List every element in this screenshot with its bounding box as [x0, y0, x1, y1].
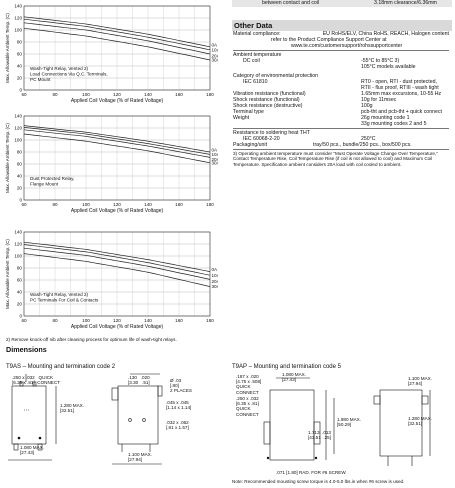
shock-f-value: 10g for 11msec	[361, 97, 397, 103]
solder-value: 250°C	[361, 136, 376, 142]
terminal-key: Terminal type	[233, 109, 264, 115]
chart-2-xtick: 120	[113, 202, 121, 207]
chart-1-xtick: 100	[82, 92, 90, 97]
footnote-left: 2) Remove knock-off nib after cleaning process for optimum life of wash-tight relays.	[6, 337, 177, 342]
chart-3-series-label: 20	[211, 279, 217, 284]
chart-1-xtick: 160	[175, 92, 183, 97]
chart-2-xtick: 140	[144, 202, 152, 207]
t9ap-p3: 1.080 MAX. [27.43]	[282, 372, 307, 383]
dc-coil-value-2: 105°C models available	[361, 64, 416, 70]
chart-1-ytick: 80	[16, 39, 22, 45]
chart-2-note: Dust Protected Relay,	[30, 176, 75, 181]
t9ap-title: T9AP – Mounting and termination code 5	[232, 364, 341, 370]
chart-2-xtick: 80	[52, 202, 58, 207]
chart-1-xtick: 120	[113, 92, 121, 97]
chart-2-series-label: 0A	[211, 147, 218, 153]
chart-3-ytick: 80	[16, 265, 22, 271]
chart-1-note: PC Mount	[30, 76, 51, 82]
material-key: Material compliance:	[233, 31, 281, 37]
t9as-qc-label: .250 x .032 QUICK [6.35 x .81] CONNECT	[12, 375, 60, 386]
t9ap-p4: 1.980 MAX. [50.29]	[337, 417, 362, 428]
chart-3-ytick: 100	[14, 253, 22, 259]
chart-1-series-label: 20	[211, 53, 217, 59]
material-value-2: refer to the Product Compliance Support Center at	[271, 37, 387, 43]
shock-f-key: Shock resistance (functional)	[233, 97, 300, 103]
weight-value-2: 33g mounting codes 2 and 5	[361, 121, 427, 127]
chart-1-ytick: 140	[14, 3, 22, 9]
solder-key-2: IEC 60068-2-20	[243, 136, 280, 142]
chart-1-note: Load Connections Via Q.C. Terminals,	[30, 71, 108, 77]
vib-key: Vibration resistance (functional)	[233, 91, 306, 97]
chart-1-ytick: 40	[16, 63, 22, 69]
pack-value: tray/50 pcs., bundle/250 pcs., box/500 pcs.	[313, 142, 412, 148]
chart-3-note: Wash-Tight Relay, Vented 2)	[30, 292, 89, 297]
chart-1-xtick: 80	[52, 92, 58, 97]
weight-value: 26g mounting code 1	[361, 115, 410, 121]
chart-3-ytick: 120	[14, 241, 22, 247]
t9as-d4: .032 x .062 [.81 x 1.57]	[166, 420, 189, 431]
chart-1-svg	[2, 2, 218, 108]
chart-2-xtick: 100	[82, 202, 90, 207]
t9ap-p6: 1.100 MAX. [27.94]	[408, 376, 433, 387]
chart-2-xlabel: Applied Coil Voltage (% of Rated Voltage)	[70, 208, 164, 214]
chart-2-ytick: 80	[16, 149, 22, 155]
chart-3-series-label: 30	[211, 284, 217, 290]
chart-3-ytick: 20	[16, 301, 22, 307]
chart-1-ytick: 120	[14, 15, 22, 21]
chart-2-xtick: 60	[21, 202, 27, 207]
chart-2-xtick: 180	[206, 202, 214, 207]
chart-2-svg	[2, 112, 218, 218]
chart-1-ylabel: Max. Allowable Ambient Temp. (C)	[5, 13, 10, 83]
chart-3-series-label: 10	[211, 272, 217, 278]
t9ap-p1: .187 x .020 [4.75 x .508] QUICK CONNECT	[236, 374, 262, 395]
chart-2-note: Flange Mount	[30, 181, 59, 187]
chart-1-xtick: 140	[144, 92, 152, 97]
chart-2-ytick: 20	[16, 185, 22, 191]
other-data-table	[233, 31, 449, 167]
iec-value-2: RTII - flux proof, RTIII - wash tight	[361, 85, 439, 91]
other-data-title: Other Data	[232, 20, 452, 31]
dimensions-title: Dimensions	[6, 345, 47, 354]
t9ap-p2: .250 x .032 [6.35 x .81] QUICK CONNECT	[236, 396, 259, 417]
chart-2-series-label: 10	[211, 152, 217, 157]
chart-1	[2, 2, 218, 108]
chart-1-xlabel: Applied Coil Voltage (% of Rated Voltage)	[70, 98, 164, 104]
t9as-d5: 1.280 MAX. [32.51]	[60, 403, 85, 414]
solder-key: Resistance to soldering heat THT	[233, 130, 310, 136]
chart-1-ytick: 0	[19, 87, 22, 93]
chart-3-ylabel: Max. Allowable Ambient Temp. (C)	[5, 239, 10, 309]
chart-1-xtick: 60	[21, 92, 27, 97]
ambient-head: Ambient temperature	[233, 52, 282, 58]
env-head: Category of environmental protection	[233, 73, 319, 79]
terminal-value: pcb-tht and pcb-tht + quick connect	[361, 109, 442, 115]
t9as-d1: .130 .020 [3.30 .51]	[128, 375, 150, 386]
chart-2-ytick: 40	[16, 173, 22, 179]
dc-coil-value: -55°C to 85°C 3)	[361, 58, 400, 64]
shock-d-value: 100g	[361, 103, 373, 109]
chart-2-ytick: 60	[16, 161, 22, 167]
t9as-d3: .045 x .045 [1.14 x 1.14]	[166, 400, 192, 411]
chart-3-xtick: 180	[206, 318, 214, 323]
dc-coil-key: DC coil	[243, 58, 260, 64]
chart-2-series-label: 20	[211, 157, 217, 162]
chart-2-ytick: 100	[14, 137, 22, 143]
chart-3-ytick: 60	[16, 277, 22, 283]
chart-1-ytick: 20	[16, 75, 22, 81]
pack-key: Packaging/unit	[233, 142, 268, 148]
mounting-note: Note: Recommended mounting screw torque is 4.0-5.0 lbs.in when #6 screw is used.	[232, 479, 405, 484]
chart-2-ytick: 0	[19, 197, 22, 203]
chart-3-ytick: 0	[19, 313, 22, 319]
top-row	[232, 0, 452, 7]
chart-2-series-label: 30	[211, 160, 217, 166]
iec-value: RT0 - open, RTI - dust protected,	[361, 79, 437, 85]
chart-3-svg	[2, 228, 218, 334]
chart-1-ytick: 100	[14, 27, 22, 33]
t9ap-p7: 1.280 MAX. [32.51]	[408, 416, 433, 427]
chart-3-xtick: 140	[144, 318, 152, 323]
chart-2-ylabel: Max. Allowable Ambient Temp. (C)	[5, 123, 10, 193]
weight-key: Weight	[233, 115, 250, 121]
t9as-d6: 1.080 MAX. [27.43]	[20, 445, 45, 456]
t9as-title: T9AS – Mounting and termination code 2	[6, 364, 116, 370]
chart-3	[2, 228, 218, 334]
chart-1-note: Wash-Tight Relay, Vented 2)	[30, 66, 89, 71]
chart-1-series-label: 30	[211, 57, 217, 63]
chart-3-xlabel: Applied Coil Voltage (% of Rated Voltage)	[70, 324, 164, 330]
shock-d-key: Shock resistance (destructive)	[233, 103, 303, 109]
material-link[interactable]: www.te.com/customersupport/rohssupportcenter	[291, 43, 403, 49]
chart-1-series-label: 0A	[211, 42, 218, 48]
t9as-d7: 1.100 MAX. [27.94]	[128, 452, 153, 463]
chart-3-series-label: 0A	[211, 267, 218, 273]
chart-2-ytick: 140	[14, 113, 22, 119]
chart-3-note: PC Terminals For Coil & Contacts	[30, 297, 99, 303]
note-3: 3) Operating ambient temperature must consider "Must Operate Voltage Change Over Temperature," Contact Temperature Rise, Coil Temperature Rise (if coil is not allowed to cool) and Maximum Coil Temperature. Specification ambient considers 20A load with coil cooled to ambient.	[233, 151, 438, 167]
t9as-drawing	[0, 370, 228, 480]
chart-3-xtick: 120	[113, 318, 121, 323]
t9ap-p5: 1.713 .013 [43.51 .25]	[308, 430, 331, 441]
chart-2-ytick: 120	[14, 125, 22, 131]
chart-3-ytick: 40	[16, 289, 22, 295]
iec-key: IEC 61810	[243, 79, 268, 85]
t9ap-p8: .071 [1.80] RAD. FOR #6 SCREW	[276, 470, 346, 475]
chart-3-ytick: 140	[14, 229, 22, 235]
material-value: EU RoHS/ELV, China RoHS, REACH, Halogen content	[322, 31, 449, 37]
vib-value: 1.65mm max excursions, 10-55 Hz	[361, 91, 442, 97]
chart-3-xtick: 100	[82, 318, 90, 323]
chart-1-xtick: 180	[206, 92, 214, 97]
chart-3-xtick: 80	[52, 318, 58, 323]
chart-1-series-label: 10	[211, 47, 217, 53]
top-row-right: 3.18mm clearance/6.36mm	[374, 0, 437, 6]
chart-1-ytick: 60	[16, 51, 22, 57]
t9as-d2: Ø .03 [.80] 2 PLACES	[170, 378, 192, 394]
chart-3-xtick: 60	[21, 318, 27, 323]
chart-3-xtick: 160	[175, 318, 183, 323]
chart-2-xtick: 160	[175, 202, 183, 207]
top-row-left: between contact and coil	[262, 0, 320, 6]
chart-2	[2, 112, 218, 218]
